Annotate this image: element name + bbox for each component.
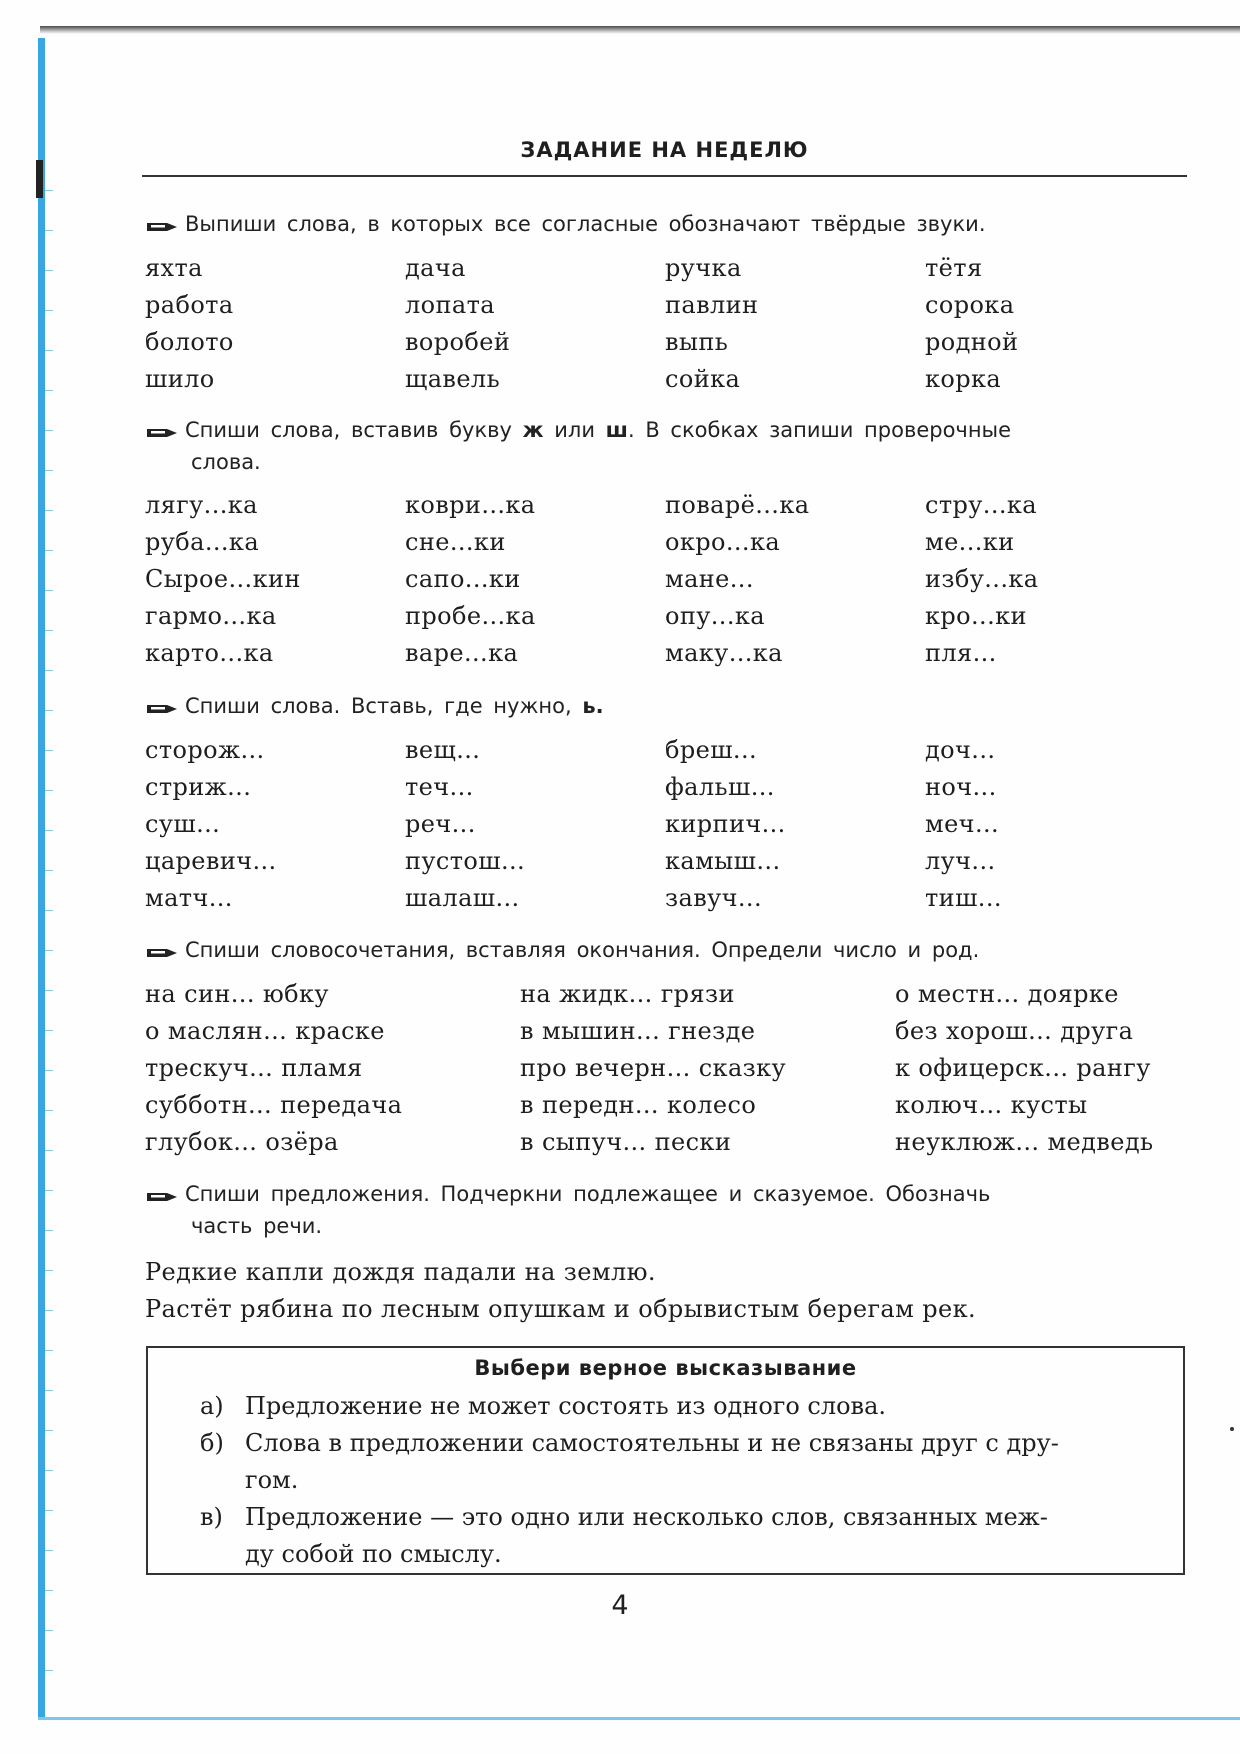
word-item: в передн... колесо bbox=[520, 1091, 757, 1119]
gutter-tick bbox=[45, 350, 53, 351]
gutter-tick bbox=[45, 990, 53, 991]
word-item: бреш... bbox=[665, 736, 758, 764]
quiz-option-text: Предложение не может состоять из одного слова. bbox=[245, 1392, 887, 1420]
word-item: неуклюж... медведь bbox=[895, 1128, 1154, 1156]
word-item: сорока bbox=[925, 291, 1015, 319]
word-item: ме...ки bbox=[925, 528, 1015, 556]
gutter-tick bbox=[45, 1190, 53, 1191]
quiz-option-text: Слова в предложении самостоятельны и не связаны друг с дру- bbox=[245, 1429, 1059, 1457]
quiz-option-text-cont: ду собой по смыслу. bbox=[245, 1540, 502, 1568]
word-item: ноч... bbox=[925, 773, 997, 801]
gutter-tick bbox=[45, 1590, 53, 1591]
word-item: к офицерск... рангу bbox=[895, 1054, 1151, 1082]
gutter-tick bbox=[45, 470, 53, 471]
gutter-tick bbox=[45, 230, 53, 231]
exercise2-letter-sh: ш bbox=[605, 418, 628, 442]
quiz-option-a bbox=[200, 1388, 1160, 1425]
quiz-box bbox=[146, 1346, 1185, 1575]
gutter-tick bbox=[45, 190, 53, 191]
word-item: реч... bbox=[405, 810, 476, 838]
page-left-edge bbox=[38, 38, 45, 1720]
word-item: колюч... кусты bbox=[895, 1091, 1088, 1119]
word-item: завуч... bbox=[665, 884, 762, 912]
exercise4-instruction bbox=[145, 934, 1190, 966]
quiz-title: Выбери верное высказывание bbox=[474, 1356, 857, 1380]
word-item: в мышин... гнезде bbox=[520, 1017, 756, 1045]
gutter-tick bbox=[45, 1630, 53, 1631]
word-item: стриж... bbox=[145, 773, 252, 801]
gutter-tick bbox=[45, 1470, 53, 1471]
gutter-tick bbox=[45, 950, 53, 951]
exercise4-instruction-text: Спиши словосочетания, вставляя окончания. Определи число и род. bbox=[185, 938, 980, 962]
word-item: суш... bbox=[145, 810, 221, 838]
word-item: ручка bbox=[665, 254, 742, 282]
word-item: пля... bbox=[925, 639, 997, 667]
word-item: луч... bbox=[925, 847, 996, 875]
gutter-tick bbox=[45, 910, 53, 911]
gutter-tick bbox=[45, 1510, 53, 1511]
gutter-tick bbox=[45, 550, 53, 551]
gutter-tick bbox=[45, 1430, 53, 1431]
word-item: кро...ки bbox=[925, 602, 1027, 630]
gutter-tick bbox=[45, 1030, 53, 1031]
word-item: карто...ка bbox=[145, 639, 274, 667]
quiz-option-letter: в) bbox=[200, 1503, 223, 1531]
word-item: шалаш... bbox=[405, 884, 520, 912]
word-item: вещ... bbox=[405, 736, 481, 764]
word-item: воробей bbox=[405, 328, 511, 356]
word-item: лягу...ка bbox=[145, 491, 258, 519]
pencil-icon bbox=[145, 426, 179, 440]
gutter-tick bbox=[45, 1350, 53, 1351]
word-item: корка bbox=[925, 365, 1002, 393]
gutter-tick bbox=[45, 390, 53, 391]
gutter-tick bbox=[45, 590, 53, 591]
word-item: про вечерн... сказку bbox=[520, 1054, 787, 1082]
word-item: дача bbox=[405, 254, 466, 282]
gutter-tick bbox=[45, 1110, 53, 1111]
page-title: ЗАДАНИЕ НА НЕДЕЛЮ bbox=[520, 138, 809, 162]
word-item: мане... bbox=[665, 565, 754, 593]
sentence-2: Растёт рябина по лесным опушкам и обрывистым берегам рек. bbox=[145, 1295, 977, 1323]
quiz-option-b bbox=[200, 1425, 1160, 1499]
word-item: поварё...ка bbox=[665, 491, 810, 519]
quiz-option-text-cont: гом. bbox=[245, 1466, 299, 1494]
exercise3-letter-soft-sign: ь. bbox=[582, 694, 604, 718]
word-item: фальш... bbox=[665, 773, 775, 801]
quiz-option-c bbox=[200, 1499, 1160, 1573]
exercise1-instruction bbox=[145, 208, 1190, 240]
word-item: окро...ка bbox=[665, 528, 781, 556]
word-item: варе...ка bbox=[405, 639, 519, 667]
word-item: Сырое...кин bbox=[145, 565, 301, 593]
word-item: о местн... доярке bbox=[895, 980, 1119, 1008]
gutter-tick bbox=[45, 790, 53, 791]
gutter-tick bbox=[45, 1390, 53, 1391]
exercise2-or: или bbox=[554, 418, 595, 442]
gutter-tick bbox=[45, 310, 53, 311]
word-item: родной bbox=[925, 328, 1019, 356]
word-item: работа bbox=[145, 291, 234, 319]
exercise2-instruction-cont: слова. bbox=[191, 450, 261, 474]
pencil-icon bbox=[145, 702, 179, 716]
exercise1-word-grid bbox=[145, 254, 1185, 402]
quiz-option-text: Предложение — это одно или несколько слов, связанных меж- bbox=[245, 1503, 1048, 1531]
pencil-icon bbox=[145, 946, 179, 960]
word-item: меч... bbox=[925, 810, 1000, 838]
word-item: руба...ка bbox=[145, 528, 260, 556]
exercise2-letter-zh: ж bbox=[522, 418, 544, 442]
exercise5-instruction bbox=[145, 1178, 1190, 1242]
word-item: матч... bbox=[145, 884, 233, 912]
word-item: сторож... bbox=[145, 736, 265, 764]
gutter-tick bbox=[45, 750, 53, 751]
word-item: доч... bbox=[925, 736, 996, 764]
gutter-tick bbox=[45, 630, 53, 631]
word-item: о маслян... краске bbox=[145, 1017, 385, 1045]
gutter-tick bbox=[45, 430, 53, 431]
exercise5-instruction-cont: часть речи. bbox=[191, 1214, 323, 1238]
exercise2-word-grid bbox=[145, 491, 1185, 676]
exercise4-phrase-grid bbox=[145, 980, 1195, 1165]
gutter-tick bbox=[45, 270, 53, 271]
word-item: яхта bbox=[145, 254, 203, 282]
word-item: выпь bbox=[665, 328, 729, 356]
word-item: на жидк... грязи bbox=[520, 980, 735, 1008]
quiz-option-letter: б) bbox=[200, 1429, 224, 1457]
word-item: опу...ка bbox=[665, 602, 765, 630]
exercise3-word-grid bbox=[145, 736, 1185, 921]
exercise2-instruction-text-2: . В скобках запиши проверочные bbox=[627, 418, 1012, 442]
word-item: пробе...ка bbox=[405, 602, 536, 630]
header-rule bbox=[142, 175, 1187, 177]
quiz-option-letter: а) bbox=[200, 1392, 224, 1420]
page-bottom-edge bbox=[38, 1717, 1240, 1720]
word-item: шило bbox=[145, 365, 215, 393]
word-item: царевич... bbox=[145, 847, 277, 875]
gutter-tick bbox=[45, 1550, 53, 1551]
gutter-tick bbox=[45, 1670, 53, 1671]
word-item: гармо...ка bbox=[145, 602, 277, 630]
gutter-tick bbox=[45, 710, 53, 711]
word-item: субботн... передача bbox=[145, 1091, 403, 1119]
word-item: сне...ки bbox=[405, 528, 506, 556]
pencil-icon bbox=[145, 220, 179, 234]
gutter-tick bbox=[45, 1230, 53, 1231]
word-item: кирпич... bbox=[665, 810, 786, 838]
gutter-tick bbox=[45, 670, 53, 671]
word-item: пустош... bbox=[405, 847, 526, 875]
word-item: без хорош... друга bbox=[895, 1017, 1134, 1045]
exercise2-instruction bbox=[145, 414, 1190, 478]
word-item: сойка bbox=[665, 365, 741, 393]
word-item: избу...ка bbox=[925, 565, 1039, 593]
word-item: лопата bbox=[405, 291, 495, 319]
word-item: на син... юбку bbox=[145, 980, 329, 1008]
word-item: стру...ка bbox=[925, 491, 1037, 519]
word-item: щавель bbox=[405, 365, 501, 393]
exercise3-instruction bbox=[145, 690, 1190, 722]
word-item: сапо...ки bbox=[405, 565, 521, 593]
sentence-1: Редкие капли дождя падали на землю. bbox=[145, 1258, 656, 1286]
word-item: коври...ка bbox=[405, 491, 536, 519]
exercise3-instruction-text: Спиши слова. Вставь, где нужно, bbox=[185, 694, 572, 718]
word-item: тётя bbox=[925, 254, 983, 282]
exercise5-instruction-text: Спиши предложения. Подчеркни подлежащее и сказуемое. Обозначь bbox=[185, 1182, 991, 1206]
word-item: глубок... озёра bbox=[145, 1128, 339, 1156]
page-top-shadow bbox=[40, 26, 1240, 34]
page-speck bbox=[1230, 1427, 1234, 1431]
gutter-tick bbox=[45, 510, 53, 511]
word-item: в сыпуч... пески bbox=[520, 1128, 732, 1156]
gutter-tick bbox=[45, 1150, 53, 1151]
page-left-mark bbox=[36, 160, 43, 198]
word-item: павлин bbox=[665, 291, 759, 319]
word-item: болото bbox=[145, 328, 234, 356]
word-item: теч... bbox=[405, 773, 474, 801]
gutter-tick bbox=[45, 870, 53, 871]
word-item: тиш... bbox=[925, 884, 1002, 912]
exercise1-instruction-text: Выпиши слова, в которых все согласные обозначают твёрдые звуки. bbox=[185, 212, 986, 236]
pencil-icon bbox=[145, 1190, 179, 1204]
gutter-tick bbox=[45, 830, 53, 831]
word-item: камыш... bbox=[665, 847, 781, 875]
exercise2-instruction-text: Спиши слова, вставив букву bbox=[185, 418, 512, 442]
gutter-tick bbox=[45, 1270, 53, 1271]
word-item: трескуч... пламя bbox=[145, 1054, 363, 1082]
word-item: маку...ка bbox=[665, 639, 783, 667]
gutter-tick bbox=[45, 1070, 53, 1071]
gutter-tick bbox=[45, 1310, 53, 1311]
page-number: 4 bbox=[611, 1590, 629, 1621]
